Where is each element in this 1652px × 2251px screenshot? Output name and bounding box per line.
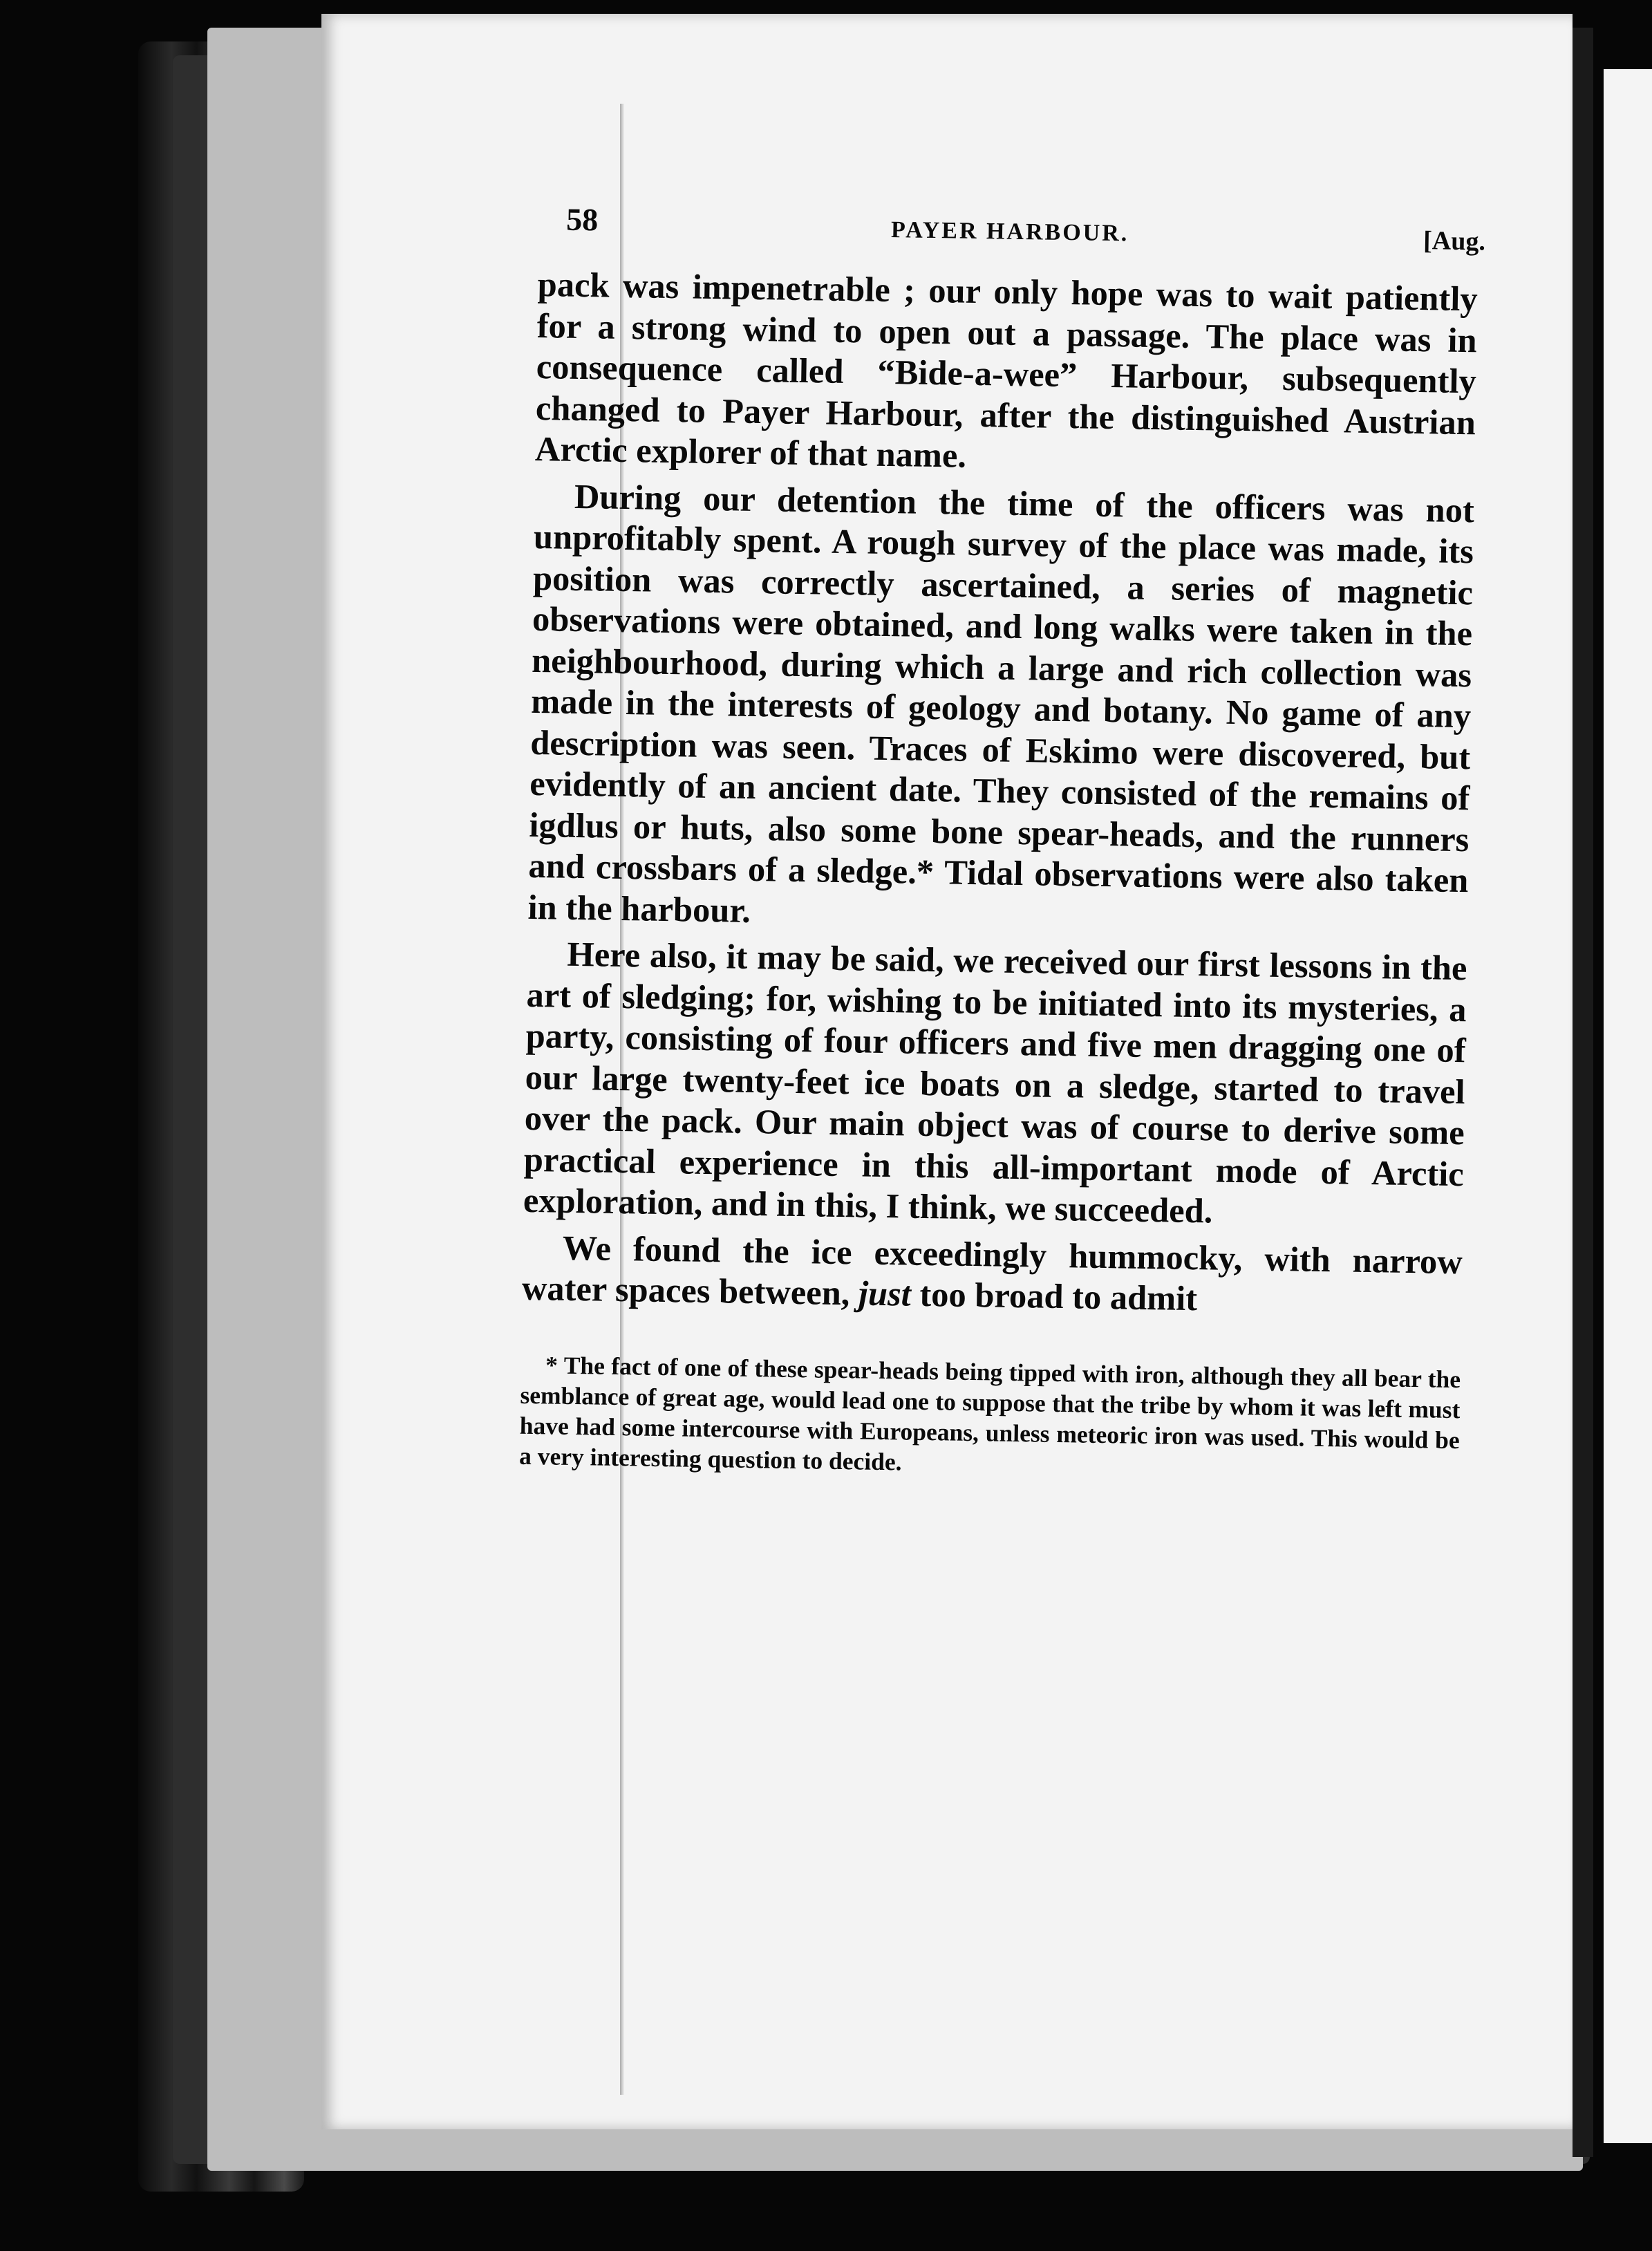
running-head: PAYER HARBOUR. <box>890 217 1129 247</box>
footnote: * The fact of one of these spear-heads being tipped with iron, although they all bear the semblance of great age, would lead one to suppose that the tribe by whom it was left must have had some intercourse with Europeans, unless meteoric iron was used. This would be a very interesting question to decide. <box>518 1350 1461 1475</box>
facing-page-strip <box>1604 69 1652 2143</box>
page-number: 58 <box>565 201 599 238</box>
paragraph-4-start: We found the ice exceedingly hummocky, with narrow water spaces between, <box>521 1228 1463 1313</box>
paragraph-4-end: too broad to admit <box>910 1274 1198 1318</box>
page-text-block <box>518 187 1486 1486</box>
right-page-edge <box>1573 28 1593 2157</box>
paragraph-2: During our detention the time of the officers was not unprofitably spent. A rough survey of the place was made, its position was correctly ascertained, a series of magnetic observations were obtained, and long walks were taken in the neighbourhood, during which a large and rich collection was made in the interests of geology and botany. No game of any description was seen. Traces of Eskimo were discovered, but evidently of an ancient date. They consisted of the remains of igdlus or huts, also some bone spear-heads, and the runners and crossbars of a sledge.* Tidal observations were also taken in the harbour. <box>527 476 1475 930</box>
body-text <box>521 264 1478 1324</box>
paragraph-3: Here also, it may be said, we received our first lessons in the art of sledging; for, wishing to be initiated into its mysteries, a party, consisting of four officers and five men dragging one of our large twenty-feet ice boats on a sledge, started to travel over the pack. Our main object was of course to derive some practical experience in this all-important mode of Arctic exploration, and in this, I think, we succeeded. <box>523 934 1467 1231</box>
paragraph-4-italic: just <box>858 1273 912 1314</box>
paragraph-4 <box>521 1226 1463 1323</box>
header-date-mark: [Aug. <box>1423 226 1486 256</box>
paragraph-1: pack was impenetrable ; our only hope was to wait patiently for a strong wind to open out a passage. The place was in consequence called “Bide-a-wee” Harbour, subsequently changed to Payer Harbour, after the distinguished Austrian Arctic explorer of that name. <box>534 264 1479 475</box>
